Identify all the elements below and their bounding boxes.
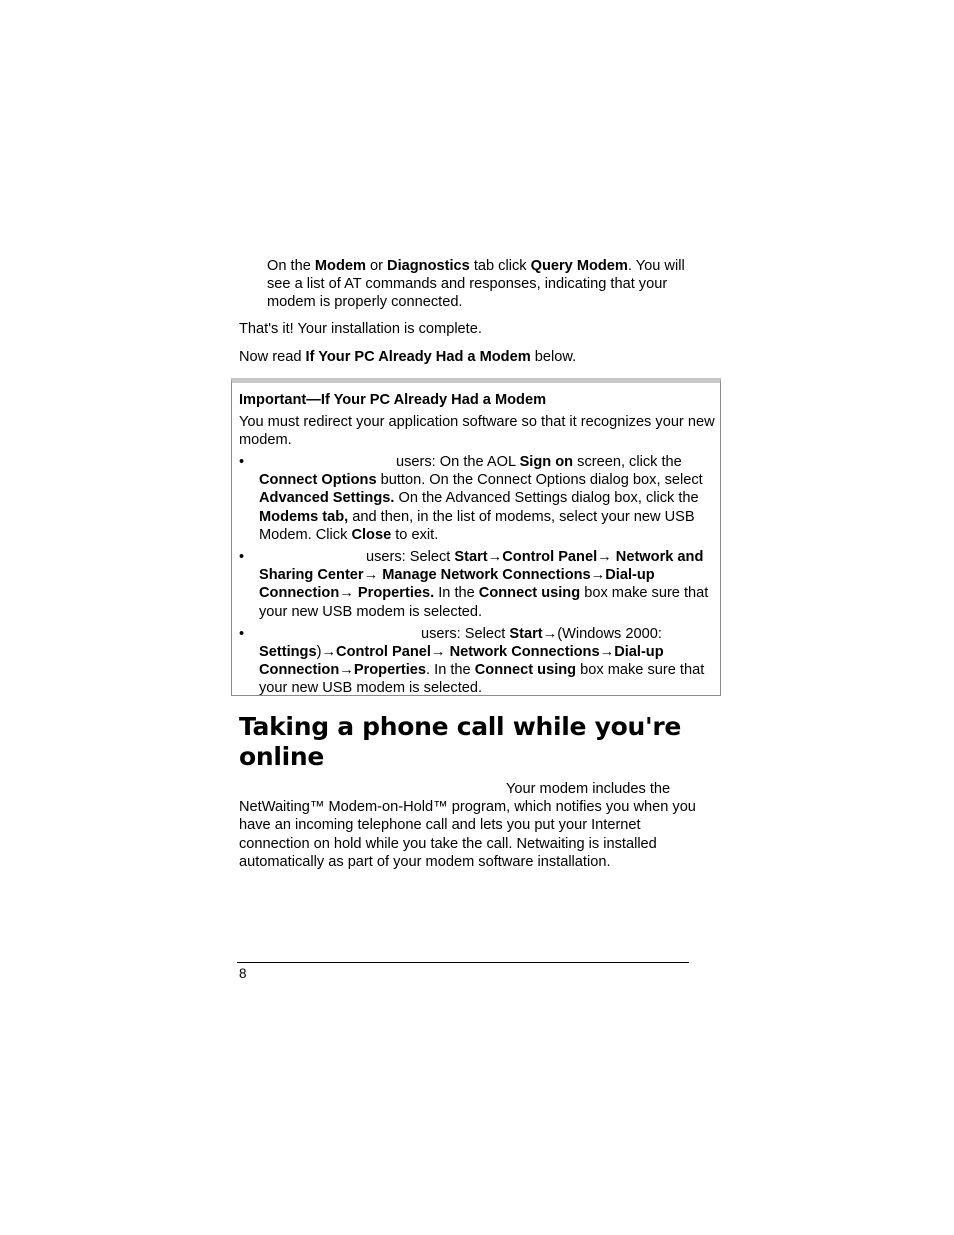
modem-tab-label: Modem — [314, 258, 366, 274]
bullet-text: screen, click the — [573, 454, 682, 470]
bullet-bold: Sign on — [519, 454, 574, 470]
bullet-bold: Network and Sharing Center — [259, 549, 704, 584]
section-heading: Taking a phone call while you're online — [239, 712, 682, 771]
now-read-reference: If Your PC Already Had a Modem — [305, 349, 531, 365]
bullet-text: box make sure that your new USB modem is selected. — [259, 662, 705, 697]
bullet-marker: • — [239, 625, 245, 642]
bullet-bold: Manage Network Connections — [382, 567, 591, 584]
bullet-text: In the — [434, 585, 479, 602]
xp-users-bullet — [239, 625, 715, 698]
bullet-bold: Start — [454, 549, 488, 566]
important-note-title: Important—If Your PC Already Had a Modem — [239, 392, 547, 408]
bullet-bold: Settings — [259, 644, 317, 661]
bullet-text: to exit. — [391, 526, 439, 543]
netwaiting-first-line: Your modem includes the — [506, 781, 671, 797]
bullet-marker: • — [239, 454, 245, 470]
diagnostics-tab-label: Diagnostics — [387, 258, 470, 274]
bullet-bold: Network Connections — [449, 644, 600, 661]
bullet-text: ) — [316, 644, 322, 661]
arrow-glyph: → — [597, 549, 616, 566]
bullet-bold: Properties. — [357, 585, 435, 602]
arrow-glyph: → — [339, 585, 358, 602]
step-text: . You will see a list of AT commands and responses, indicating that your modem is properly connected. — [267, 258, 685, 311]
bullet-text: box make sure that your new USB modem is selected. — [259, 585, 709, 620]
bullet-bold: Connect using — [474, 662, 577, 679]
netwaiting-body: NetWaiting™ Modem-on-Hold™ program, which notifies you when you have an incoming telephone call and lets you put your Internet connection on hold while you take the call. Netwaiting is installed automatically as part of your modem software installation. — [239, 799, 696, 870]
now-read-prefix: Now read — [239, 349, 306, 365]
netwaiting-paragraph — [239, 780, 709, 871]
step-text: or — [365, 258, 388, 274]
bullet-bold: Dial-up Connection — [259, 644, 664, 679]
page-number: 8 — [239, 966, 247, 981]
bullet-marker: • — [239, 549, 245, 566]
arrow-glyph: → — [599, 644, 615, 661]
bullet-bold: Control Panel — [336, 644, 431, 661]
query-modem-step — [267, 257, 707, 312]
query-modem-label: Query Modem — [530, 258, 628, 274]
bullet-text: (Windows 2000: — [557, 625, 662, 642]
installation-complete-text: That's it! Your installation is complete. — [239, 321, 482, 337]
important-note-intro: You must redirect your application software so that it recognizes your new modem. — [239, 413, 715, 448]
bullet-bold: Control Panel — [502, 549, 598, 566]
step-text: tab click — [469, 258, 531, 274]
bullet-text: users: Select — [366, 549, 455, 566]
arrow-glyph: → — [590, 567, 606, 584]
bullet-bold: Properties — [353, 662, 427, 679]
bullet-text: On the Advanced Settings dialog box, click the — [394, 490, 699, 507]
important-note-box — [231, 378, 721, 696]
arrow-glyph: → — [430, 644, 450, 661]
bullet-bold: Close — [351, 526, 392, 543]
bullet-text: users: On the AOL — [396, 454, 520, 470]
footer-rule — [237, 962, 689, 963]
vista-users-bullet — [239, 548, 715, 621]
bullet-text: and then, in the list of modems, select your new USB Modem. Click — [259, 508, 695, 543]
bullet-bold: Connect using — [478, 585, 581, 602]
arrow-glyph: → — [487, 549, 503, 566]
arrow-glyph: → — [321, 644, 337, 661]
bullet-bold: Modems tab, — [259, 508, 349, 525]
bullet-text: . In the — [426, 662, 475, 679]
step-text: On the — [267, 258, 315, 274]
arrow-glyph: → — [339, 662, 354, 679]
bullet-bold: Start — [509, 625, 543, 642]
bullet-bold: Dial-up Connection — [259, 567, 655, 602]
now-read-suffix: below. — [530, 349, 577, 365]
now-read-text — [239, 348, 576, 366]
bullet-bold: Connect Options — [259, 472, 377, 489]
bullet-text: users: Select — [421, 625, 510, 642]
bullet-bold: Advanced Settings. — [259, 490, 395, 507]
arrow-glyph: → — [542, 625, 558, 642]
bullet-text: button. On the Connect Options dialog box, select — [376, 472, 703, 489]
arrow-glyph: → — [363, 567, 383, 584]
aol-users-bullet — [239, 453, 715, 544]
